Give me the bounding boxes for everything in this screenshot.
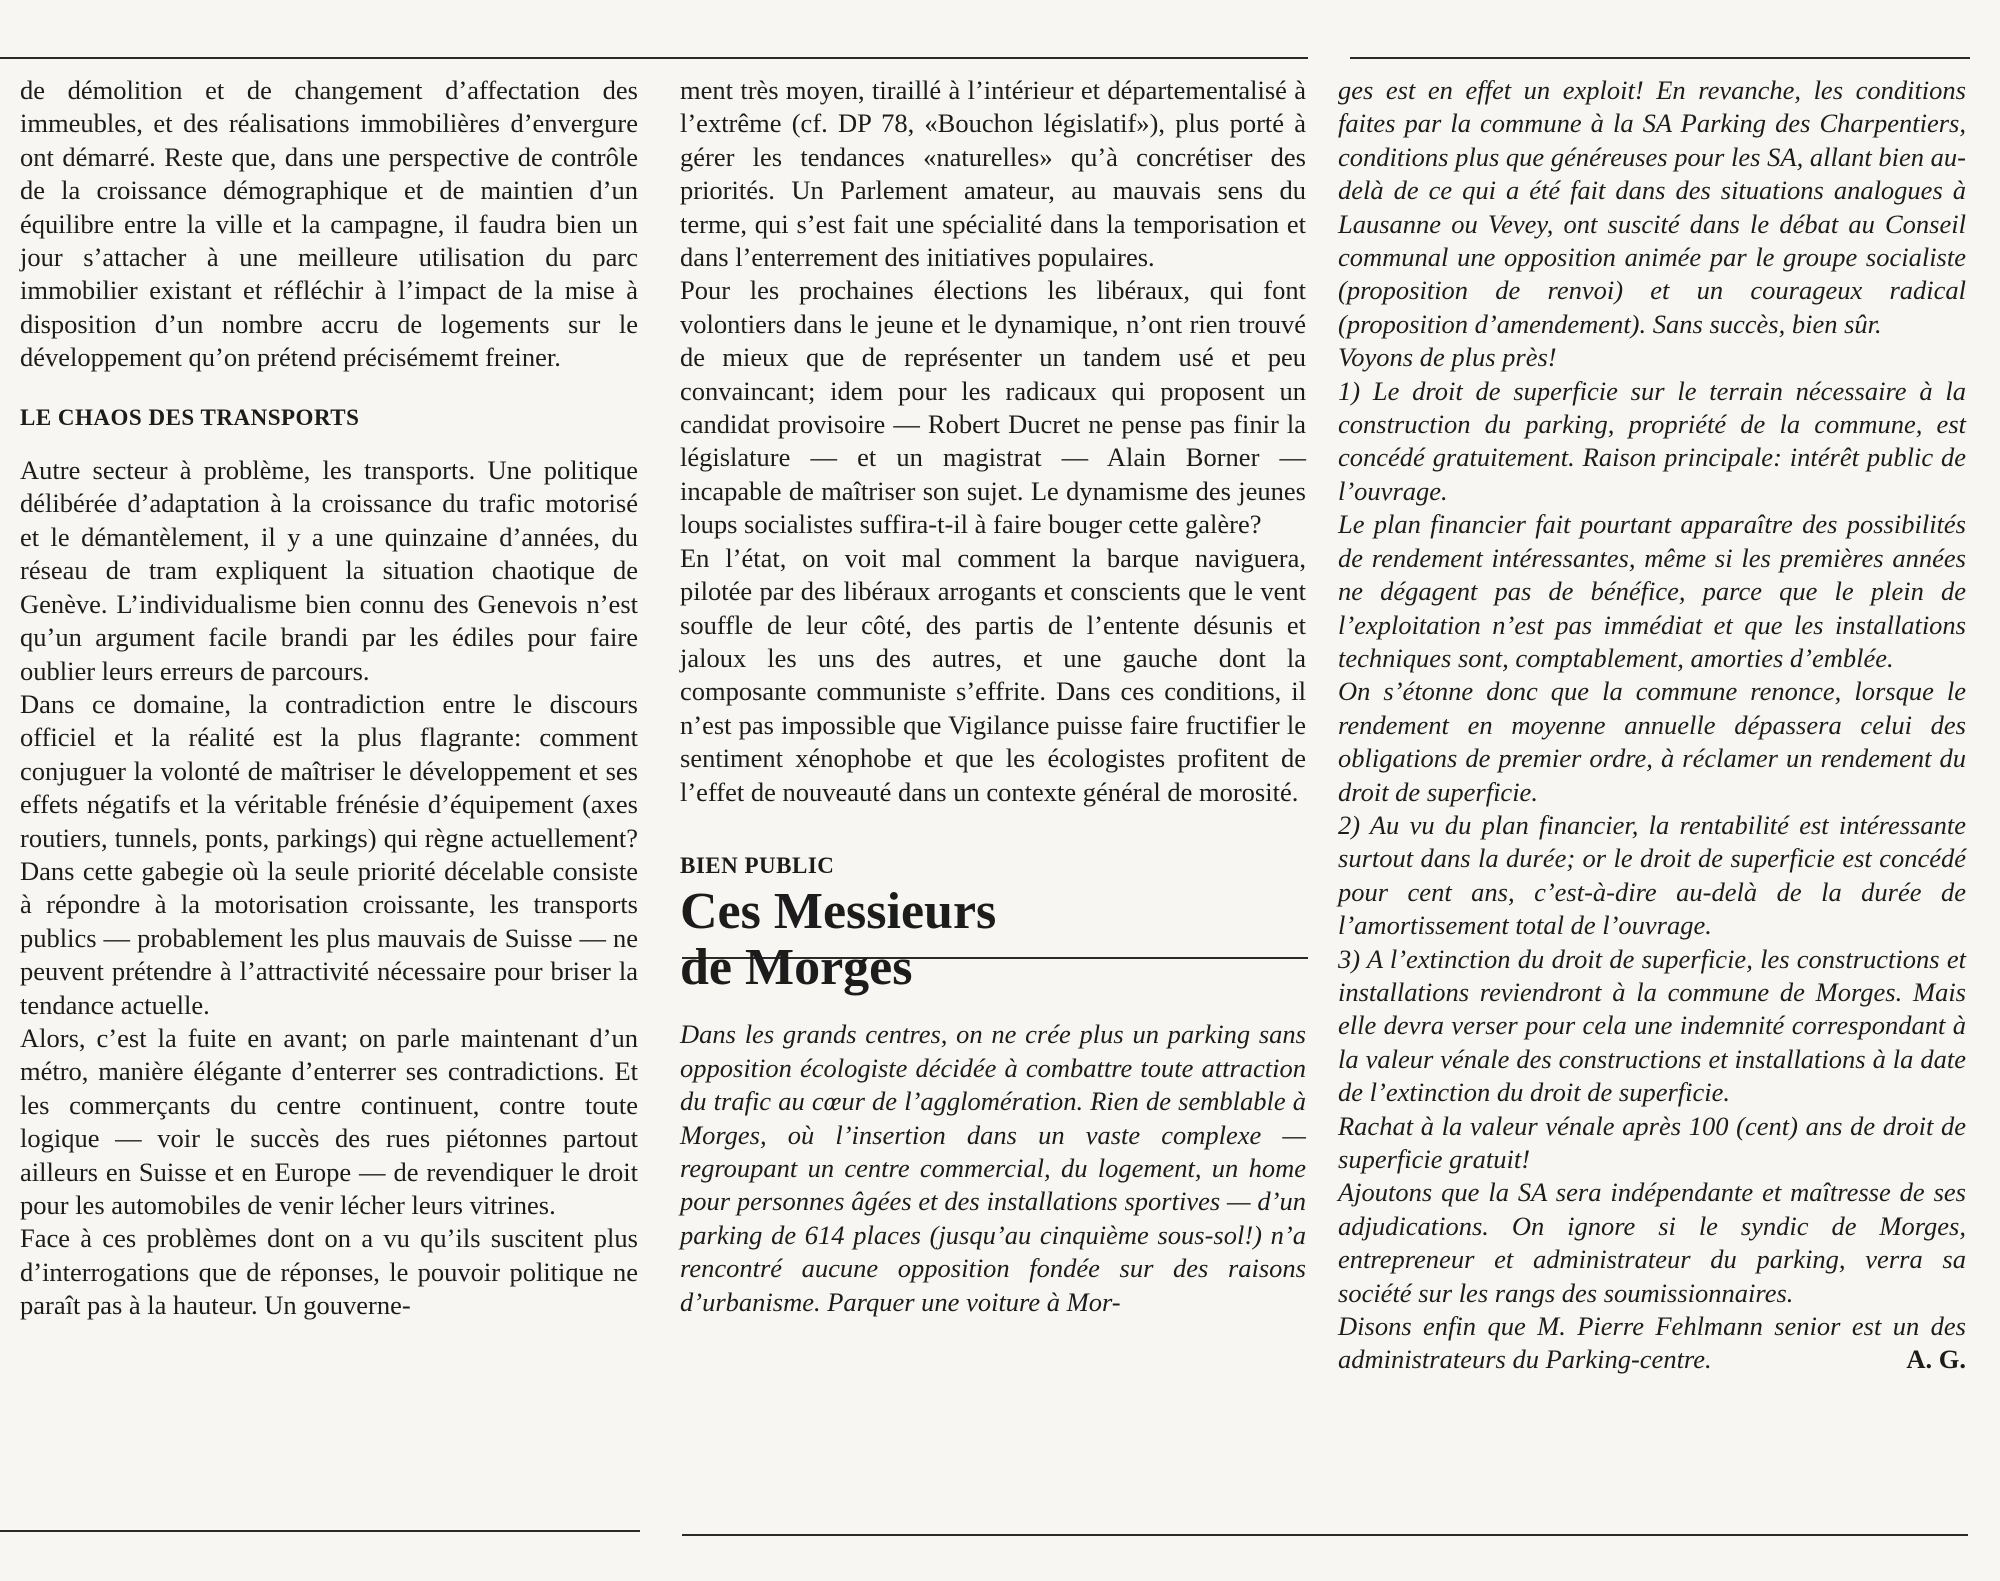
paragraph: 2) Au vu du plan financier, la rentabilité est intéressante surtout dans la durée; or le droit de superficie est concédé pour cent ans, c’est-à-dire au-delà de la durée de l’amortissement total de l’ouvrage. bbox=[1338, 809, 1966, 941]
article-lead: Dans les grands centres, on ne crée plus un parking sans opposition écologiste décidée à combattre toute attraction du trafic au cœur de l’agglomération. Rien de semblable à Morges, où l’insertion dans un vaste complexe — regroupant un centre commercial, du logement, un home pour personnes âgées et des installations sportives — d’un parking de 614 places (jusqu’au cinquième sous-sol!) n’a rencontré aucune opposition fondée sur des raisons d’urbanisme. Parquer une voiture à Mor- bbox=[680, 1019, 1306, 1317]
author-signature: A. G. bbox=[1906, 1344, 1966, 1375]
paragraph-final bbox=[1338, 1310, 1966, 1377]
section-heading-transports: LE CHAOS DES TRANSPORTS bbox=[20, 404, 360, 430]
paragraph: On s’étonne donc que la commune renonce, lorsque le rendement en moyenne annuelle dépassera celui des obligations de premier ordre, à réclamer un rendement du droit de superficie. bbox=[1338, 676, 1966, 807]
bottom-rule-right bbox=[682, 1534, 1968, 1536]
paragraph: Ajoutons que la SA sera indépendante et maîtresse de ses adjudications. On ignore si le syndic de Morges, entrepreneur et administrateur du parking, verra sa société sur les rangs des soumissionnaires. bbox=[1338, 1177, 1966, 1308]
paragraph: Alors, c’est la fuite en avant; on parle maintenant d’un métro, manière élégante d’enterrer ses contradictions. Et les commerçants du centre continuent, contre toute logique — voir le succès des rues piétonnes partout ailleurs en Suisse et en Europe — de revendiquer le droit pour les automobiles de venir lécher leurs vitrines. bbox=[20, 1022, 638, 1220]
paragraph-text: Disons enfin que M. Pierre Fehlmann senior est un des administrateurs du Parking-centre. bbox=[1338, 1311, 1966, 1375]
article-title-line-2: de Morges bbox=[680, 939, 913, 997]
column-3 bbox=[1338, 74, 1966, 1377]
paragraph: Le plan financier fait pourtant apparaître des possibilités de rendement intéressantes, même si les premières années ne dégagent pas de bénéfice, parce que le plein de l’exploitation n’est pas immédiat et que les installations techniques sont, comptablement, amorties d’emblée. bbox=[1338, 509, 1966, 673]
paragraph: Pour les prochaines élections les libéraux, qui font volontiers dans le jeune et le dynamique, n’ont rien trouvé de mieux que de représenter un tandem usé et peu convaincant; idem pour les radicaux qui proposent un candidat provisoire — Robert Ducret ne pense pas finir la législature — et un magistrat — Alain Borner — incapable de maîtriser son sujet. Le dynamisme des jeunes loups socialistes suffira-t-il à faire bouger cette galère? bbox=[680, 275, 1306, 540]
paragraph-intro: de démolition et de changement d’affectation des immeubles, et des réalisations immobilières d’envergure ont démarré. Reste que, dans une perspective de contrôle de la croissance démographique et de maintien d’un équilibre entre la ville et la campagne, il faudra bien un jour s’attacher à une meilleure utilisation du parc immobilier existant et réfléchir à l’impact de la mise à disposition d’un nombre accru de logements sur le développement qu’on prétend précisémemt freiner. bbox=[20, 75, 638, 373]
article-kicker: BIEN PUBLIC bbox=[680, 852, 835, 878]
paragraph: Voyons de plus près! bbox=[1338, 342, 1557, 373]
paragraph: Autre secteur à problème, les transports. Une politique délibérée d’adaptation à la croissance du trafic motorisé et le démantèlement, il y a une quinzaine d’années, du réseau de tram expliquent la situation chaotique de Genève. L’individualisme bien connu des Genevois n’est qu’un argument facile brandi par les édiles pour faire oublier leurs erreurs de parcours. bbox=[20, 455, 638, 686]
column-1 bbox=[20, 74, 638, 1323]
paragraph: ges est en effet un exploit! En revanche, les conditions faites par la commune à la SA Parking des Charpentiers, conditions plus que généreuses pour les SA, allant bien au-delà de ce qui a été fait dans des situations analogues à Lausanne ou Vevey, ont suscité dans le débat au Conseil communal une opposition animée par le groupe socialiste (proposition de renvoi) et un courageux radical (proposition d’amendement). Sans succès, bien sûr. bbox=[1338, 75, 1966, 339]
paragraph: Dans ce domaine, la contradiction entre le discours officiel et la réalité est la plus flagrante: comment conjuguer la volonté de maîtriser le développement et ses effets négatifs et la véritable frénésie d’équipement (axes routiers, tunnels, ponts, parkings) qui règne actuellement? Dans cette gabegie où la seule priorité décelable consiste à répondre à la motorisation croissante, les transports publics — probablement les plus mauvais de Suisse — ne peuvent prétendre à l’attractivité nécessaire pour briser la tendance actuelle. bbox=[20, 688, 638, 1020]
paragraph: 3) A l’extinction du droit de superficie, les constructions et installations reviendront à la commune de Morges. Mais elle devra verser pour cela une indemnité correspondant à la valeur vénale des constructions et installations à la date de l’extinction du droit de superficie. bbox=[1338, 943, 1966, 1108]
article-title-line-1: Ces Messieurs bbox=[680, 883, 997, 941]
bottom-rule-left bbox=[0, 1530, 640, 1532]
top-rule-right bbox=[1350, 57, 1970, 59]
column-2 bbox=[680, 74, 1306, 1319]
top-rule-left bbox=[0, 57, 1308, 59]
paragraph: Face à ces problèmes dont on a vu qu’ils suscitent plus d’interrogations que de réponses, le pouvoir politique ne paraît pas à la hauteur. Un gouverne- bbox=[20, 1223, 638, 1321]
paragraph: En l’état, on voit mal comment la barque naviguera, pilotée par des libéraux arrogants et conscients que le vent souffle de leur côté, des partis de l’entente désunis et jaloux les uns des autres, et une gauche dont la composante communiste s’effrite. Dans ces conditions, il n’est pas impossible que Vigilance puisse faire fructifier le sentiment xénophobe et que les écologistes profitent de l’effet de nouveauté dans un contexte général de morosité. bbox=[680, 542, 1306, 807]
article-title bbox=[680, 884, 1306, 996]
paragraph: Rachat à la valeur vénale après 100 (cent) ans de droit de superficie gratuit! bbox=[1338, 1110, 1966, 1174]
paragraph: ment très moyen, tiraillé à l’intérieur et départementalisé à l’extrême (cf. DP 78, «Bouchon législatif»), plus porté à gérer les tendances «naturelles» qu’à concrétiser des priorités. Un Parlement amateur, au mauvais sens du terme, qui s’est fait une spécialité dans la temporisation et dans l’enterrement des initiatives populaires. bbox=[680, 75, 1306, 273]
paragraph: 1) Le droit de superficie sur le terrain nécessaire à la construction du parking, propriété de la commune, est concédé gratuitement. Raison principale: intérêt public de l’ouvrage. bbox=[1338, 375, 1966, 506]
